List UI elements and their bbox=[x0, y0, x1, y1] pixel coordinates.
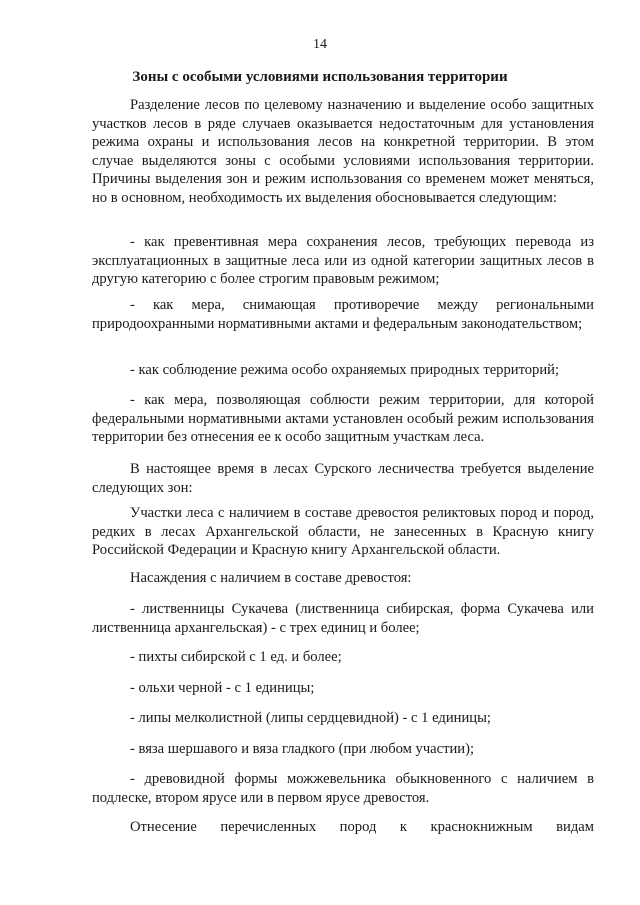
list-item-larch: - лиственницы Сукачева (лиственница сибирская, форма Сукачева или лиственница архангельская) - с трех единиц и более; bbox=[92, 601, 594, 636]
paragraph-required-zones: В настоящее время в лесах Сурского лесничества требуется выделение следующих зон: bbox=[92, 461, 594, 496]
paragraph-intro: Разделение лесов по целевому назначению и выделение особо защитных участков лесов в ряде случаев оказывается недостаточным для установления режима охраны и использования лесов на конкретной территории. В этом случае выделяются зоны с особыми условиями использования территории. Причины выделения зон и режим использования со временем может меняться, но в основном, необходимость их выделения обосновывается следующим: bbox=[92, 97, 594, 206]
paragraph-bullet-preventive: - как превентивная мера сохранения лесов, требующих перевода из эксплуатационных в защитные леса или из одной категории защитных лесов в другую категорию с более строгим правовым режимом; bbox=[92, 234, 594, 288]
list-item-linden: - липы мелколистной (липы сердцевидной) - с 1 единицы; bbox=[130, 710, 491, 726]
paragraph-bullet-protected-areas: - как соблюдение режима особо охраняемых природных территорий; bbox=[130, 362, 560, 378]
paragraph-red-book: Отнесение перечисленных пород к краснокнижным видам bbox=[130, 819, 594, 835]
paragraph-relict-species: Участки леса с наличием в составе древостоя реликтовых пород и пород, редких в лесах Архангельской области, не занесенных в Красную книгу Российской Федерации и Красную книгу Архангельской области. bbox=[92, 505, 594, 559]
paragraph-bullet-special-regime: - как мера, позволяющая соблюсти режим территории, для которой федеральными нормативными актами установлен особый режим использования территории без отнесения ее к особо защитным участкам леса. bbox=[92, 392, 594, 446]
page-number: 14 bbox=[313, 37, 327, 52]
paragraph-stands-heading: Насаждения с наличием в составе древостоя: bbox=[130, 570, 412, 586]
list-item-juniper: - древовидной формы можжевельника обыкновенного с наличием в подлеске, втором ярусе или в первом ярусе древостоя. bbox=[92, 771, 594, 806]
paragraph-bullet-contradiction: - как мера, снимающая противоречие между региональными природоохранными нормативными актами и федеральным законодательством; bbox=[92, 297, 594, 332]
list-item-fir: - пихты сибирской с 1 ед. и более; bbox=[130, 649, 342, 665]
list-item-elm: - вяза шершавого и вяза гладкого (при любом участии); bbox=[130, 741, 475, 757]
section-title: Зоны с особыми условиями использования территории bbox=[132, 69, 508, 85]
list-item-alder: - ольхи черной - с 1 единицы; bbox=[130, 680, 315, 696]
